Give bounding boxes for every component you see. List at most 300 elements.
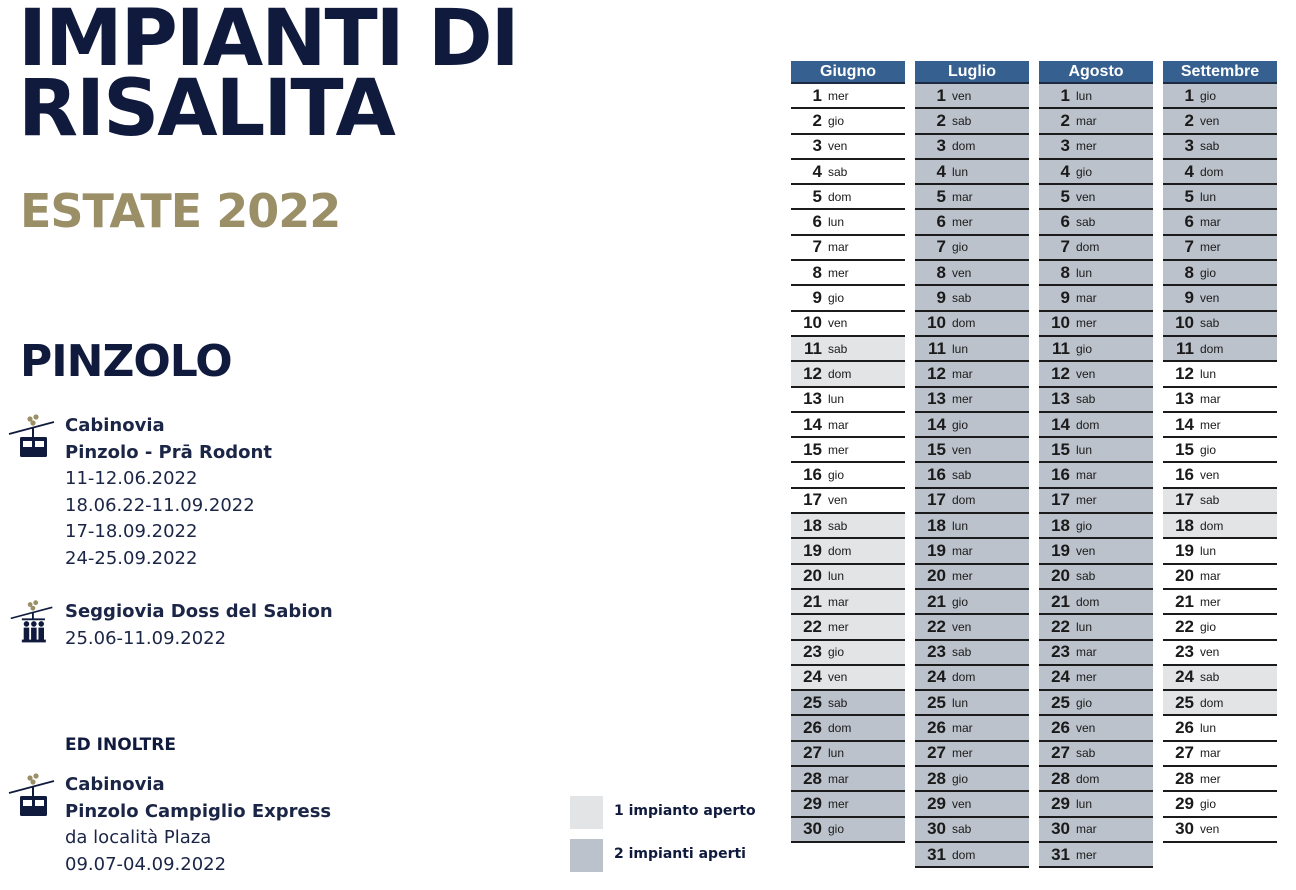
weekday-label: dom [1076,240,1100,255]
day-cell [1039,160,1153,185]
day-number: 2 [1184,110,1194,130]
day-number: 24 [927,667,946,687]
weekday-label: mar [828,594,849,609]
day-cell [1039,792,1153,817]
day-number: 4 [1060,161,1070,181]
lift-details [65,413,395,572]
day-number: 1 [936,85,946,105]
day-cell [915,463,1029,488]
day-cell [915,590,1029,615]
day-cell [1039,337,1153,362]
day-number: 8 [812,262,822,282]
weekday-label: ven [828,316,848,331]
weekday-label: lun [828,215,845,230]
weekday-label: mer [1076,670,1097,685]
weekday-label: mer [952,746,973,761]
weekday-label: mer [828,265,849,280]
weekday-label: sab [952,822,972,837]
day-cell [1039,362,1153,387]
day-cell [1039,767,1153,792]
day-cell [1039,236,1153,261]
day-cell [915,286,1029,311]
weekday-label: dom [952,493,976,508]
day-number: 1 [1060,85,1070,105]
weekday-label: sab [952,468,972,483]
day-cell [1163,84,1277,109]
weekday-label: mer [828,619,849,634]
day-cell [1163,261,1277,286]
day-cell [791,641,905,666]
day-number: 9 [1184,288,1194,308]
day-number: 6 [936,212,946,232]
day-cell [915,261,1029,286]
day-number: 30 [1051,819,1070,839]
weekday-label: sab [828,341,848,356]
day-number: 30 [927,819,946,839]
weekday-label: dom [952,847,976,862]
lift-period: 11-12.06.2022 [65,468,198,489]
weekday-label: gio [1076,164,1093,179]
day-number: 25 [1051,692,1070,712]
day-cell [915,514,1029,539]
day-cell [1163,236,1277,261]
weekday-label: ven [1200,645,1220,660]
weekday-label: lun [828,569,845,584]
day-cell [915,337,1029,362]
day-number: 21 [1175,591,1194,611]
weekday-label: lun [1076,796,1093,811]
day-cell [915,565,1029,590]
weekday-label: ven [952,265,972,280]
day-cell [1163,539,1277,564]
day-cell [791,792,905,817]
weekday-label: mer [1200,240,1221,255]
lift-period: 17-18.09.2022 [65,521,198,542]
day-number: 26 [1051,718,1070,738]
day-cell [1163,388,1277,413]
weekday-label: gio [828,645,845,660]
title-line: RISALITA [18,64,394,154]
weekday-label: mer [1076,847,1097,862]
day-cell [1039,590,1153,615]
weekday-label: mar [1200,746,1221,761]
day-number: 2 [936,110,946,130]
weekday-label: mer [1076,139,1097,154]
day-cell [791,337,905,362]
day-cell [1163,109,1277,134]
day-number: 15 [1175,439,1194,459]
weekday-label: lun [1200,721,1217,736]
day-cell [791,261,905,286]
day-number: 25 [803,692,822,712]
day-cell [791,742,905,767]
weekday-label: dom [828,189,852,204]
day-cell [915,666,1029,691]
day-number: 20 [927,566,946,586]
day-number: 20 [1175,566,1194,586]
day-number: 31 [1051,844,1070,864]
day-cell [1039,666,1153,691]
day-cell [791,539,905,564]
day-number: 3 [812,136,822,156]
day-number: 29 [803,793,822,813]
legend-swatch [570,839,603,872]
day-cell [791,109,905,134]
day-number: 28 [803,768,822,788]
day-cell [791,716,905,741]
weekday-label: dom [952,139,976,154]
day-cell [1039,388,1153,413]
day-cell [1163,742,1277,767]
weekday-label: sab [1076,215,1096,230]
day-cell [791,160,905,185]
weekday-label: mar [828,417,849,432]
weekday-label: mer [952,392,973,407]
day-number: 9 [812,288,822,308]
day-number: 14 [1175,414,1194,434]
day-number: 5 [936,186,946,206]
weekday-label: mar [1200,215,1221,230]
day-cell [915,160,1029,185]
weekday-label: mer [1200,417,1221,432]
weekday-label: gio [1200,265,1217,280]
weekday-label: mer [1076,493,1097,508]
month-column [1163,61,1277,843]
day-number: 14 [927,414,946,434]
day-number: 28 [1051,768,1070,788]
day-cell [1163,185,1277,210]
month-header: Settembre [1163,61,1277,82]
day-number: 22 [1051,616,1070,636]
day-number: 22 [803,616,822,636]
weekday-label: ven [828,493,848,508]
weekday-label: mar [1200,569,1221,584]
title-line: IMPIANTI DI [18,0,518,84]
day-cell [1163,590,1277,615]
day-number: 30 [1175,819,1194,839]
day-cell [915,716,1029,741]
day-number: 10 [1051,313,1070,333]
weekday-label: ven [1200,113,1220,128]
day-number: 27 [1175,743,1194,763]
day-number: 14 [1051,414,1070,434]
day-number: 26 [927,718,946,738]
legend-label: 1 impianto aperto [614,803,756,819]
day-number: 13 [803,389,822,409]
day-number: 1 [812,85,822,105]
day-number: 21 [803,591,822,611]
month-column [915,61,1029,868]
day-cell [1039,185,1153,210]
weekday-label: mer [828,796,849,811]
day-number: 31 [927,844,946,864]
weekday-label: sab [952,645,972,660]
weekday-label: lun [1200,189,1217,204]
day-number: 27 [803,743,822,763]
day-cell [915,438,1029,463]
day-number: 15 [1051,439,1070,459]
lift-type: Cabinovia [65,774,165,795]
day-number: 26 [1175,718,1194,738]
day-cell [791,362,905,387]
location-heading: PINZOLO [20,336,232,387]
weekday-label: dom [828,366,852,381]
weekday-label: lun [952,341,969,356]
lift-period: 09.07-04.09.2022 [65,853,227,875]
weekday-label: gio [952,771,969,786]
day-cell [915,362,1029,387]
day-cell [1163,514,1277,539]
day-cell [1039,210,1153,235]
weekday-label: ven [828,139,848,154]
day-cell [1163,767,1277,792]
day-cell [915,109,1029,134]
day-number: 29 [1175,793,1194,813]
day-cell [791,413,905,438]
weekday-label: lun [952,695,969,710]
weekday-label: mer [1200,771,1221,786]
day-number: 15 [803,439,822,459]
day-cell [1039,818,1153,843]
weekday-label: mar [1076,822,1097,837]
weekday-label: ven [828,670,848,685]
lift-period: 25.06-11.09.2022 [65,627,227,649]
weekday-label: lun [1200,366,1217,381]
weekday-label: mar [828,240,849,255]
day-cell [1163,210,1277,235]
weekday-label: gio [1200,442,1217,457]
day-cell [915,691,1029,716]
weekday-label: sab [1200,493,1220,508]
day-cell [1039,742,1153,767]
day-cell [1039,565,1153,590]
day-cell [1039,716,1153,741]
day-number: 10 [927,313,946,333]
day-number: 4 [1184,161,1194,181]
weekday-label: lun [952,518,969,533]
lift-details [65,772,395,878]
day-cell [915,489,1029,514]
weekday-label: sab [952,291,972,306]
day-cell [791,767,905,792]
weekday-label: mar [828,771,849,786]
weekday-label: dom [1076,771,1100,786]
weekday-label: dom [1200,518,1224,533]
lift-name: Pinzolo - Prā Rodont [65,441,272,463]
day-cell [915,792,1029,817]
day-number: 27 [1051,743,1070,763]
day-number: 2 [812,110,822,130]
day-cell [1039,312,1153,337]
day-cell [1163,615,1277,640]
weekday-label: lun [1076,88,1093,103]
day-cell [915,615,1029,640]
day-number: 6 [1184,212,1194,232]
day-cell [791,210,905,235]
lift-type: Cabinovia [65,415,165,436]
day-cell [1039,489,1153,514]
day-cell [915,413,1029,438]
day-number: 6 [812,212,822,232]
day-cell [791,615,905,640]
day-cell [1039,615,1153,640]
day-number: 4 [936,161,946,181]
legend-swatch [570,796,603,829]
day-cell [1163,463,1277,488]
day-number: 8 [936,262,946,282]
day-cell [1039,109,1153,134]
day-cell [915,818,1029,843]
weekday-label: gio [828,822,845,837]
weekday-label: dom [1076,594,1100,609]
day-number: 18 [803,515,822,535]
day-number: 24 [1051,667,1070,687]
day-cell [791,388,905,413]
day-number: 7 [1184,237,1194,257]
month-column [1039,61,1153,868]
weekday-label: gio [1076,695,1093,710]
day-number: 19 [1051,540,1070,560]
day-cell [1039,691,1153,716]
weekday-label: mar [1200,392,1221,407]
weekday-label: mar [1076,291,1097,306]
day-number: 4 [812,161,822,181]
day-cell [1163,413,1277,438]
weekday-label: mar [1076,113,1097,128]
day-number: 7 [812,237,822,257]
day-number: 11 [1176,338,1194,358]
day-number: 16 [803,465,822,485]
day-number: 10 [1175,313,1194,333]
weekday-label: dom [1200,341,1224,356]
day-cell [1039,413,1153,438]
month-header: Agosto [1039,61,1153,82]
day-cell [791,514,905,539]
day-number: 25 [927,692,946,712]
day-number: 12 [927,363,946,383]
day-number: 5 [812,186,822,206]
lift-period: da località Plaza [65,827,212,848]
weekday-label: gio [828,113,845,128]
day-number: 7 [1060,237,1070,257]
day-cell [915,742,1029,767]
day-cell [791,818,905,843]
day-number: 11 [928,338,946,358]
weekday-label: gio [952,594,969,609]
day-cell [1039,261,1153,286]
lift-period: 18.06.22-11.09.2022 [65,494,255,516]
weekday-label: gio [1076,341,1093,356]
gondola-icon [8,413,56,461]
day-cell [791,691,905,716]
day-cell [915,236,1029,261]
weekday-label: lun [1076,265,1093,280]
weekday-label: dom [1200,164,1224,179]
day-number: 18 [1175,515,1194,535]
day-number: 17 [803,490,822,510]
weekday-label: ven [1200,291,1220,306]
day-number: 20 [803,566,822,586]
day-number: 8 [1184,262,1194,282]
day-cell [791,185,905,210]
day-cell [1163,641,1277,666]
weekday-label: sab [828,164,848,179]
day-cell [1039,463,1153,488]
lift-name: Pinzolo Campiglio Express [65,800,332,822]
day-cell [1039,539,1153,564]
day-number: 17 [927,490,946,510]
day-number: 9 [1060,288,1070,308]
weekday-label: lun [1076,619,1093,634]
day-number: 22 [927,616,946,636]
weekday-label: sab [952,113,972,128]
day-number: 28 [1175,768,1194,788]
weekday-label: mer [952,215,973,230]
weekday-label: gio [1200,88,1217,103]
day-cell [791,565,905,590]
weekday-label: gio [952,417,969,432]
day-number: 19 [1175,540,1194,560]
weekday-label: sab [1200,139,1220,154]
day-number: 13 [927,389,946,409]
weekday-label: dom [952,316,976,331]
weekday-label: mer [828,88,849,103]
day-cell [1039,135,1153,160]
weekday-label: dom [828,721,852,736]
day-cell [791,463,905,488]
day-number: 24 [803,667,822,687]
day-number: 23 [803,642,822,662]
lift-name: Seggiovia Doss del Sabion [65,601,333,622]
month-header: Giugno [791,61,905,82]
day-number: 30 [803,819,822,839]
weekday-label: lun [1076,442,1093,457]
weekday-label: sab [828,695,848,710]
day-number: 21 [1051,591,1070,611]
day-number: 23 [1175,642,1194,662]
day-cell [915,84,1029,109]
weekday-label: lun [828,746,845,761]
day-number: 11 [804,338,822,358]
day-cell [915,185,1029,210]
day-cell [1163,135,1277,160]
weekday-label: dom [1200,695,1224,710]
day-cell [1039,286,1153,311]
day-cell [1163,818,1277,843]
day-number: 5 [1060,186,1070,206]
day-number: 9 [936,288,946,308]
weekday-label: dom [1076,417,1100,432]
day-cell [791,84,905,109]
weekday-label: ven [1076,721,1096,736]
weekday-label: mer [1076,316,1097,331]
weekday-label: lun [1200,543,1217,558]
day-cell [1163,691,1277,716]
day-number: 29 [1051,793,1070,813]
weekday-label: lun [952,164,969,179]
page-title [18,0,518,154]
month-header: Luglio [915,61,1029,82]
day-cell [791,236,905,261]
day-number: 24 [1175,667,1194,687]
day-cell [1163,716,1277,741]
weekday-label: mar [1076,645,1097,660]
day-number: 12 [1051,363,1070,383]
weekday-label: ven [952,619,972,634]
weekday-label: dom [828,543,852,558]
weekday-label: gio [828,468,845,483]
day-number: 3 [1060,136,1070,156]
